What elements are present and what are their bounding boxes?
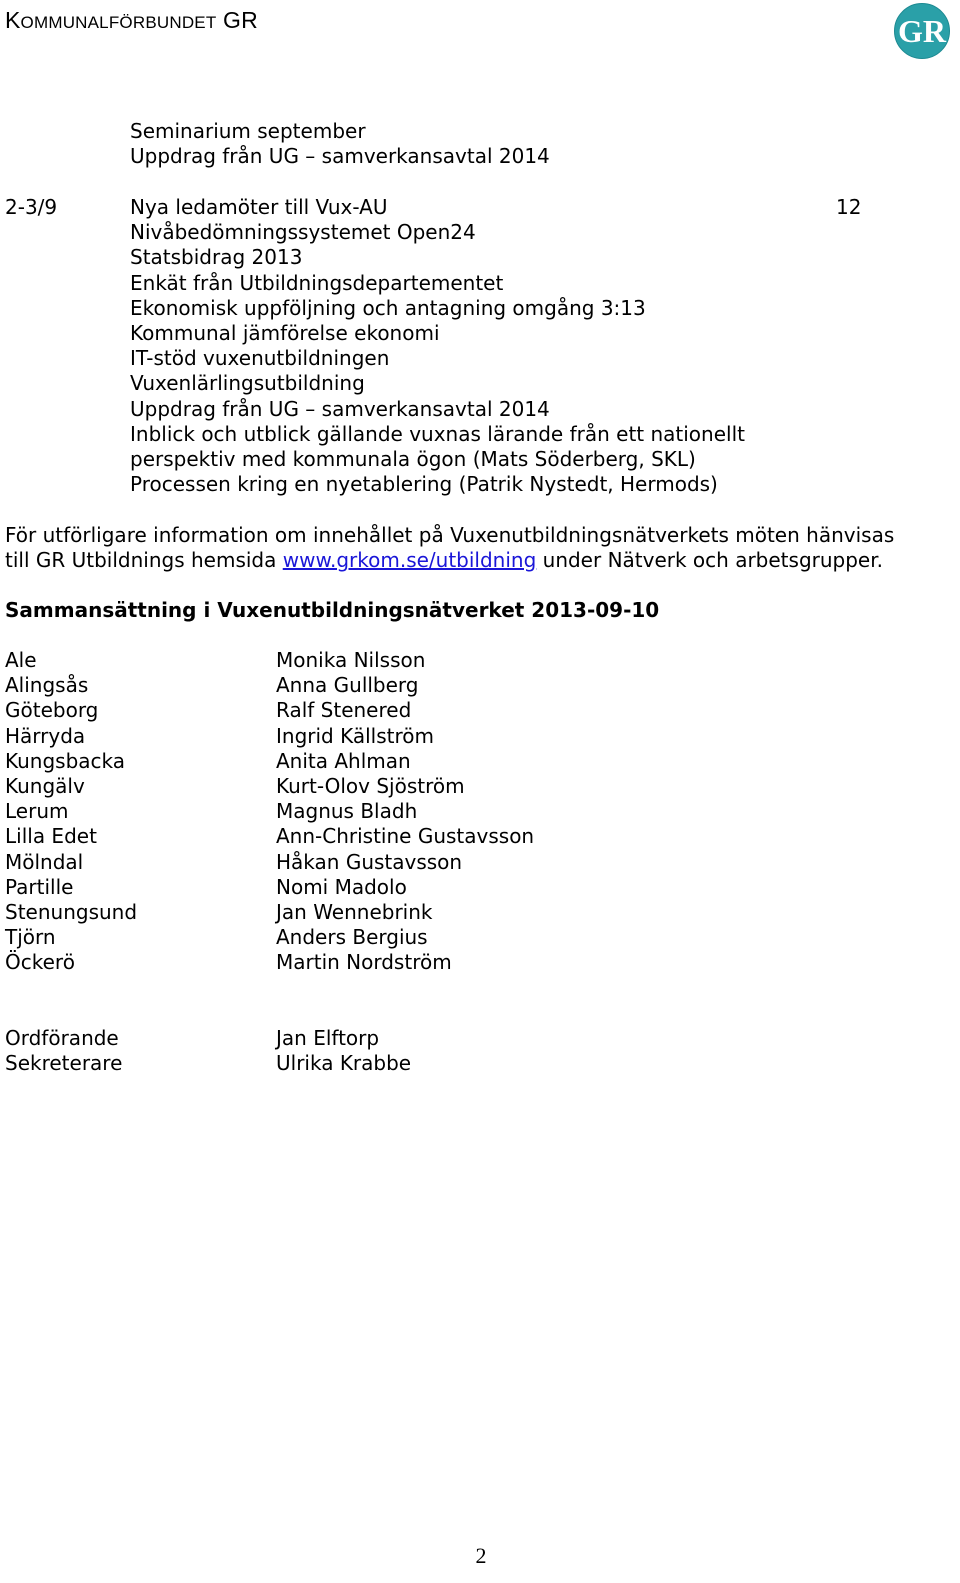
member-name: Anita Ahlman bbox=[276, 748, 411, 773]
agenda-item: Uppdrag från UG – samverkansavtal 2014 bbox=[130, 396, 550, 421]
role-name: Jan Elftorp bbox=[276, 1026, 380, 1050]
agenda-item: Kommunal jämförelse ekonomi bbox=[130, 320, 440, 345]
role-name: Ulrika Krabbe bbox=[276, 1051, 412, 1076]
logo-text: GR bbox=[898, 13, 946, 49]
agenda-item: Ekonomisk uppföljning och antagning omgång 3:13 bbox=[130, 295, 646, 320]
municipality: Partille bbox=[5, 874, 74, 899]
role-label: Sekreterare bbox=[5, 1051, 123, 1076]
website-link[interactable]: www.grkom.se/utbildning bbox=[282, 548, 537, 573]
member-name: Anders Bergius bbox=[276, 925, 428, 950]
municipality-list bbox=[5, 648, 137, 975]
municipality: Mölndal bbox=[5, 849, 84, 874]
info-text-before-link: till GR Utbildnings hemsida bbox=[5, 548, 283, 573]
agenda-item: Inblick och utblick gällande vuxnas lärande från ett nationellt bbox=[130, 421, 745, 446]
agenda-item: Seminarium september bbox=[130, 119, 366, 143]
agenda-top bbox=[130, 119, 550, 169]
municipality: Lerum bbox=[5, 799, 69, 824]
page-number: 2 bbox=[475, 1543, 487, 1568]
meeting-agenda bbox=[130, 195, 745, 497]
municipality: Kungälv bbox=[5, 773, 85, 798]
role-list bbox=[5, 1026, 122, 1076]
agenda-item: perspektiv med kommunala ögon (Mats Söderberg, SKL) bbox=[130, 446, 696, 471]
agenda-item: Statsbidrag 2013 bbox=[130, 245, 303, 270]
member-name: Nomi Madolo bbox=[276, 874, 407, 899]
member-name: Monika Nilsson bbox=[276, 648, 426, 672]
member-name: Kurt-Olov Sjöström bbox=[276, 773, 465, 798]
municipality: Kungsbacka bbox=[5, 748, 126, 773]
agenda-item: Enkät från Utbildningsdepartementet bbox=[130, 270, 504, 295]
organization-name: KOMMUNALFÖRBUNDET GR bbox=[5, 7, 258, 33]
municipality: Stenungsund bbox=[5, 899, 138, 924]
municipality: Göteborg bbox=[5, 698, 99, 723]
member-name: Ingrid Källström bbox=[276, 723, 434, 748]
municipality: Tjörn bbox=[5, 925, 56, 950]
municipality: Öckerö bbox=[5, 950, 75, 975]
municipality: Alingsås bbox=[5, 673, 89, 698]
info-line-2 bbox=[5, 548, 894, 573]
member-name: Martin Nordström bbox=[276, 950, 452, 975]
role-label: Ordförande bbox=[5, 1026, 119, 1050]
member-name: Jan Wennebrink bbox=[276, 899, 433, 924]
agenda-item: Processen kring en nyetablering (Patrik Nystedt, Hermods) bbox=[130, 472, 718, 497]
meeting-date: 2-3/9 bbox=[5, 195, 58, 219]
member-name-list bbox=[276, 648, 534, 975]
member-name: Magnus Bladh bbox=[276, 799, 418, 824]
meeting-number: 12 bbox=[836, 195, 862, 219]
section-title: Sammansättning i Vuxenutbildningsnätverket 2013-09-10 bbox=[5, 598, 660, 622]
info-text-after-link: under Nätverk och arbetsgrupper. bbox=[536, 548, 883, 573]
info-line-1: För utförligare information om innehållet på Vuxenutbildningsnätverkets möten hänvisas bbox=[5, 523, 895, 547]
gr-logo-icon bbox=[893, 2, 951, 60]
municipality: Lilla Edet bbox=[5, 824, 97, 849]
agenda-item: Nivåbedömningssystemet Open24 bbox=[130, 220, 476, 245]
member-name: Ann-Christine Gustavsson bbox=[276, 824, 535, 849]
municipality: Ale bbox=[5, 648, 37, 672]
municipality: Härryda bbox=[5, 723, 86, 748]
info-paragraph bbox=[5, 523, 894, 573]
member-name: Anna Gullberg bbox=[276, 673, 419, 698]
agenda-item: Vuxenlärlingsutbildning bbox=[130, 371, 365, 396]
member-name: Håkan Gustavsson bbox=[276, 849, 463, 874]
member-name: Ralf Stenered bbox=[276, 698, 412, 723]
agenda-item: Uppdrag från UG – samverkansavtal 2014 bbox=[130, 144, 550, 169]
agenda-item: Nya ledamöter till Vux-AU bbox=[130, 195, 388, 219]
role-name-list bbox=[276, 1026, 411, 1076]
agenda-item: IT-stöd vuxenutbildningen bbox=[130, 346, 390, 371]
